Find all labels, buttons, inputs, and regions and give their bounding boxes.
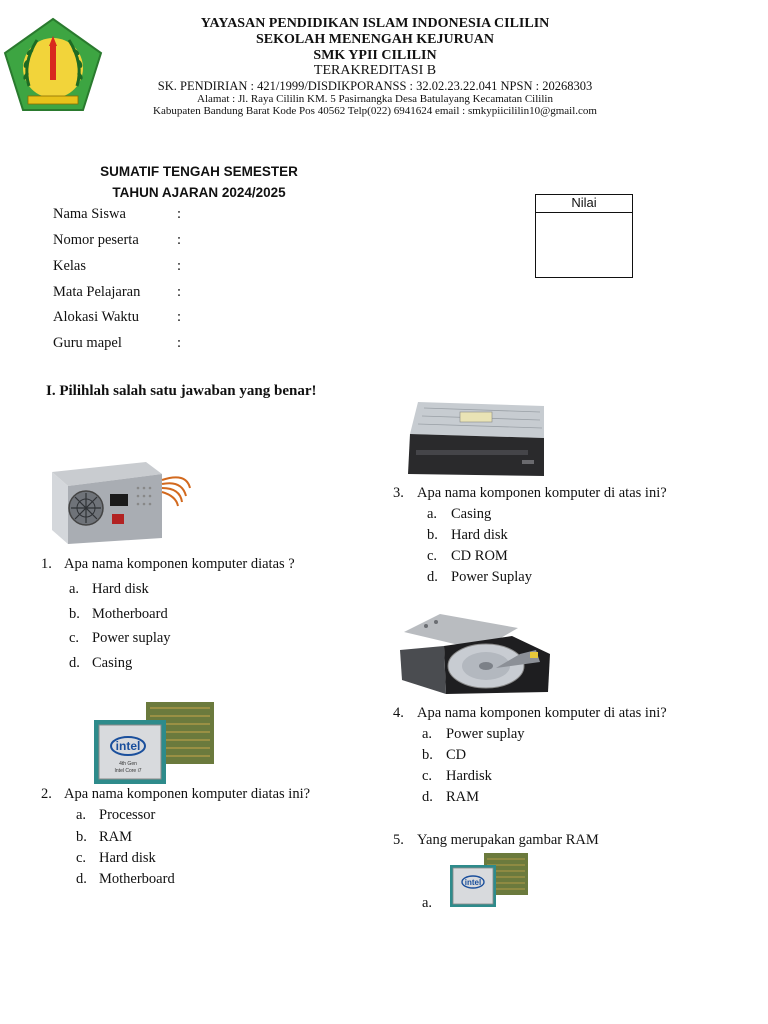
field-class <box>53 257 181 275</box>
field-label: Mata Pelajaran <box>53 284 141 300</box>
question-number: 3. <box>393 485 404 501</box>
option-letter: c. <box>76 850 87 866</box>
field-label: Kelas <box>53 258 87 274</box>
question-text: Apa nama komponen komputer di atas ini? <box>417 485 667 501</box>
option-letter: c. <box>427 548 438 564</box>
q3-option-d[interactable] <box>427 568 532 586</box>
field-label: Alokasi Waktu <box>53 309 139 325</box>
option-text: Hard disk <box>99 850 156 866</box>
q4-option-b[interactable] <box>422 746 466 764</box>
option-text: CD <box>446 747 467 763</box>
field-label: Guru mapel <box>53 335 122 351</box>
question-4 <box>393 704 667 722</box>
q3-option-b[interactable] <box>427 526 508 544</box>
option-letter: b. <box>422 747 433 763</box>
question-number: 5. <box>393 832 404 848</box>
question-3 <box>393 484 667 502</box>
option-text: Processor <box>99 807 156 823</box>
option-text: Power Suplay <box>451 569 532 585</box>
option-text: Motherboard <box>99 871 175 887</box>
power-supply-icon <box>46 458 196 546</box>
option-text: Motherboard <box>92 606 168 622</box>
option-text: Casing <box>451 506 492 522</box>
option-letter: a. <box>69 581 80 597</box>
field-colon: : <box>177 309 182 325</box>
chip-brand: intel <box>464 878 482 887</box>
question-text: Apa nama komponen komputer diatas ? <box>64 556 295 572</box>
option-letter: c. <box>422 768 433 784</box>
section-instruction: I. Pilihlah salah satu jawaban yang benar! <box>46 383 317 399</box>
score-box <box>535 194 633 278</box>
school-emblem-icon <box>2 16 104 114</box>
q1-option-a[interactable] <box>69 580 149 598</box>
q4-option-c[interactable] <box>422 767 492 785</box>
q5-option-a[interactable] <box>422 894 446 912</box>
hard-disk-icon <box>400 610 552 698</box>
field-label: Nomor peserta <box>53 232 139 248</box>
field-label: Nama Siswa <box>53 206 126 222</box>
question-5 <box>393 831 599 849</box>
option-text: CD ROM <box>451 548 508 564</box>
option-letter: b. <box>427 527 438 543</box>
q4-option-d[interactable] <box>422 788 479 806</box>
option-text: Hard disk <box>451 527 508 543</box>
option-letter: c. <box>69 630 80 646</box>
option-letter: d. <box>422 789 433 805</box>
school-type: SEKOLAH MENENGAH KEJURUAN <box>255 32 495 47</box>
question-1 <box>41 555 295 573</box>
q4-option-a[interactable] <box>422 725 525 743</box>
option-text: RAM <box>446 789 480 805</box>
option-letter: d. <box>76 871 87 887</box>
option-letter: b. <box>76 829 87 845</box>
option-text: Hard disk <box>92 581 149 597</box>
q1-option-d[interactable] <box>69 654 132 672</box>
chip-brand: intel <box>115 739 141 753</box>
field-subject <box>53 283 181 301</box>
option-text: RAM <box>99 829 133 845</box>
option-text: Power suplay <box>92 630 171 646</box>
academic-year: TAHUN AJARAN 2024/2025 <box>112 185 286 200</box>
foundation-name: YAYASAN PENDIDIKAN ISLAM INDONESIA CILILIN <box>200 16 550 31</box>
q2-option-d[interactable] <box>76 870 175 888</box>
address-line-1: Alamat : Jl. Raya Cililin KM. 5 Pasirnangka Desa Batulayang Kecamatan Cililin <box>197 93 553 105</box>
field-colon: : <box>177 335 182 351</box>
field-colon: : <box>177 206 182 222</box>
option-text: Hardisk <box>446 768 492 784</box>
option-text: Casing <box>92 655 133 671</box>
score-label: Nilai <box>536 195 632 213</box>
field-time-allocation <box>53 308 181 326</box>
q2-option-c[interactable] <box>76 849 156 867</box>
q1-option-b[interactable] <box>69 605 168 623</box>
field-participant-number <box>53 231 181 249</box>
registration-info: SK. PENDIRIAN : 421/1999/DISDIKPORANSS : 32.02.23.22.041 NPSN : 20268303 <box>157 79 593 93</box>
option-text: Power suplay <box>446 726 525 742</box>
q1-option-c[interactable] <box>69 629 171 647</box>
question-number: 1. <box>41 556 52 572</box>
processor-chip-icon[interactable] <box>448 851 530 909</box>
option-letter: d. <box>427 569 438 585</box>
chip-gen: 4th Gen <box>119 761 137 767</box>
field-student-name <box>53 205 181 223</box>
question-number: 4. <box>393 705 404 721</box>
option-letter: a. <box>422 895 433 911</box>
q3-option-c[interactable] <box>427 547 508 565</box>
q2-option-b[interactable] <box>76 828 132 846</box>
processor-chip-icon <box>92 700 216 786</box>
q3-option-a[interactable] <box>427 505 491 523</box>
option-letter: a. <box>422 726 433 742</box>
option-letter: a. <box>427 506 438 522</box>
field-colon: : <box>177 284 182 300</box>
option-letter: a. <box>76 807 87 823</box>
q2-option-a[interactable] <box>76 806 155 824</box>
field-teacher <box>53 334 181 352</box>
question-text: Yang merupakan gambar RAM <box>417 832 599 848</box>
chip-model: Intel Core i7 <box>114 768 142 774</box>
address-line-2: Kabupaten Bandung Barat Kode Pos 40562 Telp(022) 6941624 email : smkypiicililin10@gmail.com <box>153 105 597 117</box>
option-letter: d. <box>69 655 80 671</box>
question-text: Apa nama komponen komputer di atas ini? <box>417 705 667 721</box>
field-colon: : <box>177 232 182 248</box>
question-text: Apa nama komponen komputer diatas ini? <box>64 786 311 802</box>
field-colon: : <box>177 258 182 274</box>
question-2 <box>41 785 310 803</box>
school-name: SMK YPII CILILIN <box>313 48 437 63</box>
accreditation: TERAKREDITASI B <box>313 63 437 78</box>
exam-title: SUMATIF TENGAH SEMESTER <box>100 164 298 179</box>
optical-drive-icon <box>404 398 548 480</box>
question-number: 2. <box>41 786 52 802</box>
option-letter: b. <box>69 606 80 622</box>
